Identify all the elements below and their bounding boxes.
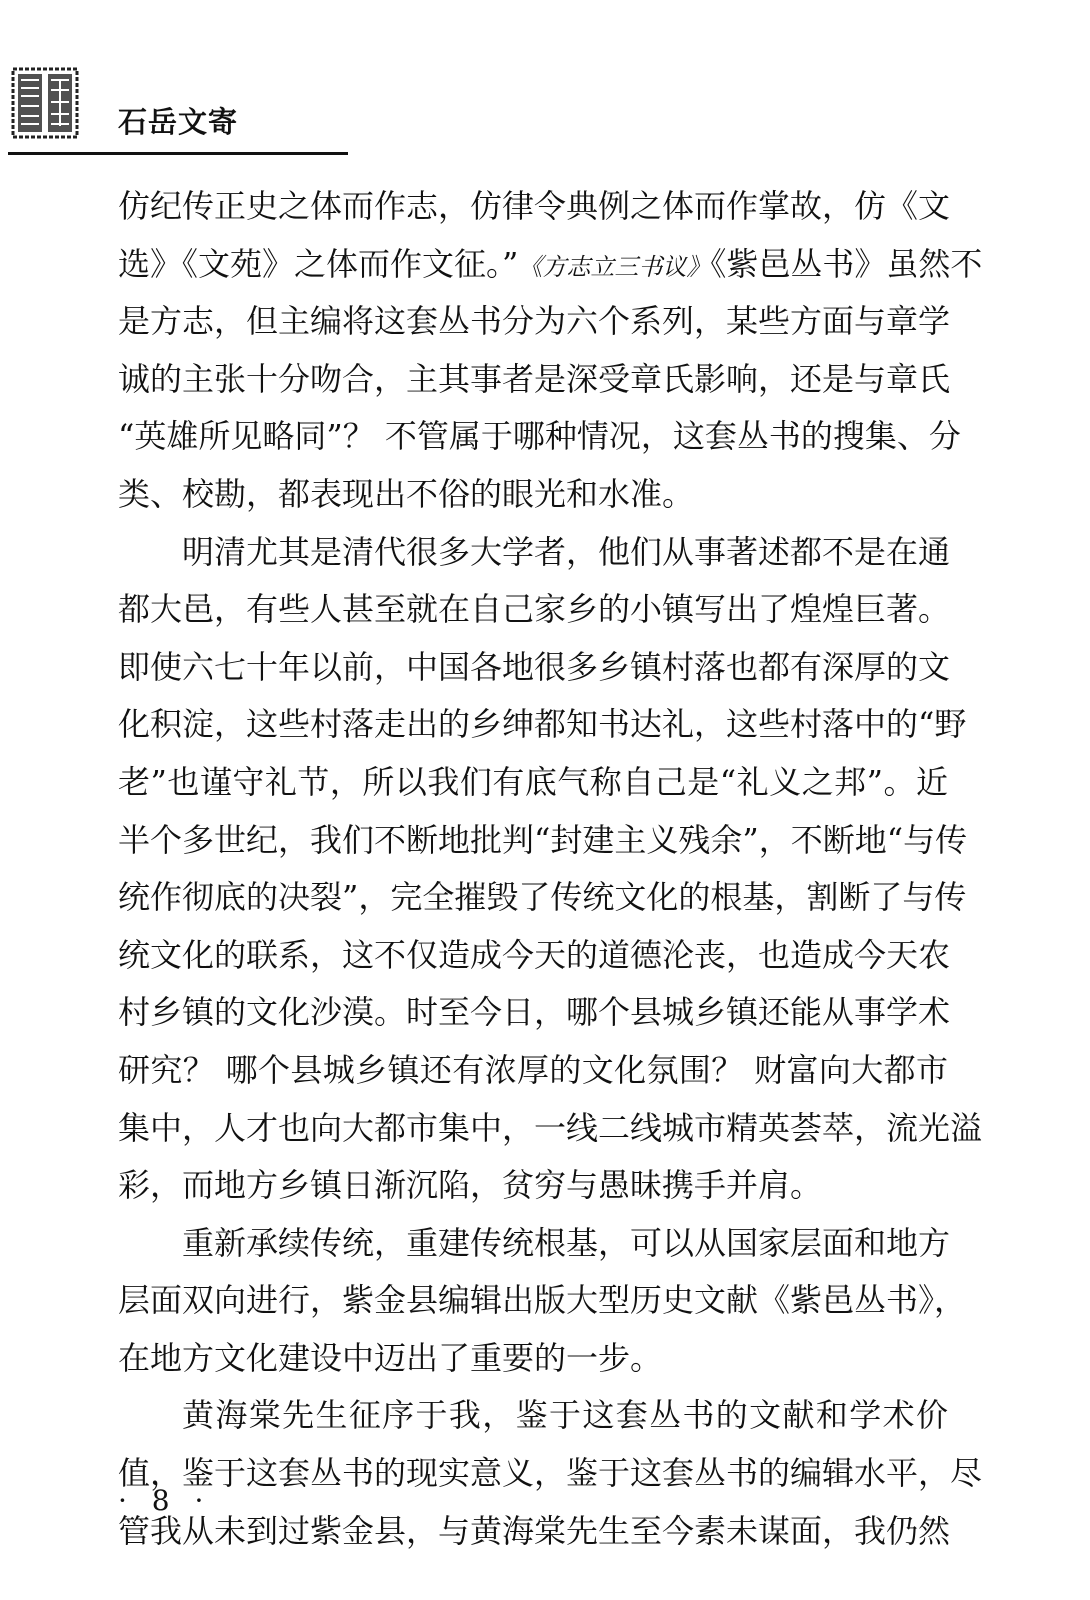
running-title: 石岳文寄 [118, 105, 239, 139]
text-line: 值，鉴于这套丛书的现实意义，鉴于这套丛书的编辑水平，尽 [118, 1454, 983, 1493]
text-line: 类、校勘，都表现出不俗的眼光和水准。 [118, 474, 695, 513]
text-line: 管我从未到过紫金县，与黄海棠先生至今素未谋面，我仍然 [118, 1511, 951, 1550]
text-line: 在地方文化建设中迈出了重要的一步。 [118, 1338, 663, 1377]
text-line: 彩，而地方乡镇日渐沉陷，贫穷与愚昧携手并肩。 [118, 1166, 823, 1205]
page-number: · 8 · [118, 1484, 212, 1517]
text-line: 即使六七十年以前，中国各地很多乡镇村落也都有深厚的文 [118, 647, 951, 686]
text-line: 老”也谨守礼节，所以我们有底气称自己是“礼义之邦”。近 [118, 762, 948, 801]
text-line: 诚的主张十分吻合，主其事者是深受章氏影响，还是与章氏 [118, 359, 951, 398]
text-line: 村乡镇的文化沙漠。时至今日，哪个县城乡镇还能从事学术 [118, 993, 951, 1032]
text-line: 统文化的联系，这不仅造成今天的道德沦丧，也造成今天农 [118, 935, 951, 974]
text-line: 层面双向进行，紫金县编辑出版大型历史文献《紫邑丛书》， [118, 1281, 967, 1320]
text-line: 统作彻底的决裂”，完全摧毁了传统文化的根基，割断了与传 [118, 878, 967, 917]
body-text [118, 178, 983, 1560]
text-line [118, 236, 983, 294]
text-line: 黄海棠先生征序于我，鉴于这套丛书的文献和学术价 [182, 1396, 948, 1435]
text-line: 集中，人才也向大都市集中，一线二线城市精英荟萃，流光溢 [118, 1108, 983, 1147]
seal-stamp-icon [10, 66, 80, 140]
text-line: 重新承续传统，重建传统根基，可以从国家层面和地方 [182, 1223, 951, 1262]
text-span: 选》《文苑》之体而作文征。” [118, 244, 519, 283]
text-line: 化积淀，这些村落走出的乡绅都知书达礼，这些村落中的“野 [118, 705, 967, 744]
text-line: 研究？ 哪个县城乡镇还有浓厚的文化氛围？ 财富向大都市 [118, 1050, 948, 1089]
text-line: 明清尤其是清代很多大学者，他们从事著述都不是在通 [182, 532, 951, 571]
text-line: “英雄所见略同”？ 不管属于哪种情况，这套丛书的搜集、分 [118, 417, 961, 456]
header-divider [8, 152, 348, 155]
text-line: 半个多世纪，我们不断地批判“封建主义残余”，不断地“与传 [118, 820, 968, 859]
text-line: 都大邑，有些人甚至就在自己家乡的小镇写出了煌煌巨著。 [118, 590, 951, 629]
text-span: 《紫邑丛书》虽然不 [710, 244, 983, 283]
citation: 《方志立三书议》 [518, 252, 711, 281]
text-line: 仿纪传正史之体而作志，仿律令典例之体而作掌故，仿《文 [118, 187, 951, 225]
text-line: 是方志，但主编将这套丛书分为六个系列，某些方面与章学 [118, 302, 951, 341]
